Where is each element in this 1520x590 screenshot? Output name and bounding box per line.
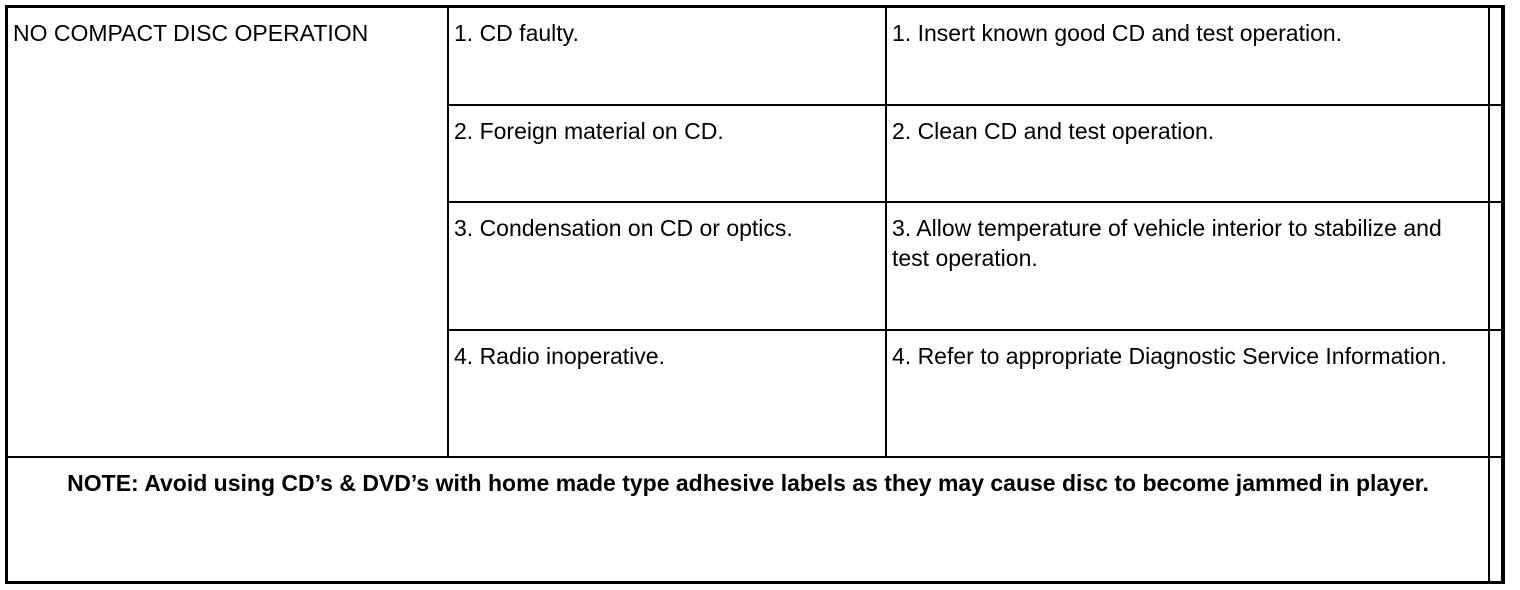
table-row — [8, 8, 1502, 105]
filler-cell — [1489, 330, 1502, 457]
filler-cell — [1489, 457, 1502, 581]
filler-cell — [1489, 202, 1502, 330]
correction-cell: 2. Clean CD and test operation. — [886, 105, 1489, 202]
cause-cell: 1. CD faulty. — [448, 8, 886, 105]
filler-cell — [1489, 8, 1502, 105]
cause-cell: 2. Foreign material on CD. — [448, 105, 886, 202]
note-row — [8, 457, 1502, 581]
correction-cell: 4. Refer to appropriate Diagnostic Service Information. — [886, 330, 1489, 457]
diagnostic-table — [8, 8, 1503, 581]
correction-cell: 1. Insert known good CD and test operation. — [886, 8, 1489, 105]
diagnostic-table-frame — [5, 5, 1505, 584]
filler-cell — [1489, 105, 1502, 202]
symptom-cell: NO COMPACT DISC OPERATION — [8, 8, 448, 457]
correction-cell: 3. Allow temperature of vehicle interior to stabilize and test operation. — [886, 202, 1489, 330]
cause-cell: 3. Condensation on CD or optics. — [448, 202, 886, 330]
cause-cell: 4. Radio inoperative. — [448, 330, 886, 457]
note-text: NOTE: Avoid using CD’s & DVD’s with home made type adhesive labels as they may cause disc to become jammed in player. — [8, 457, 1489, 581]
